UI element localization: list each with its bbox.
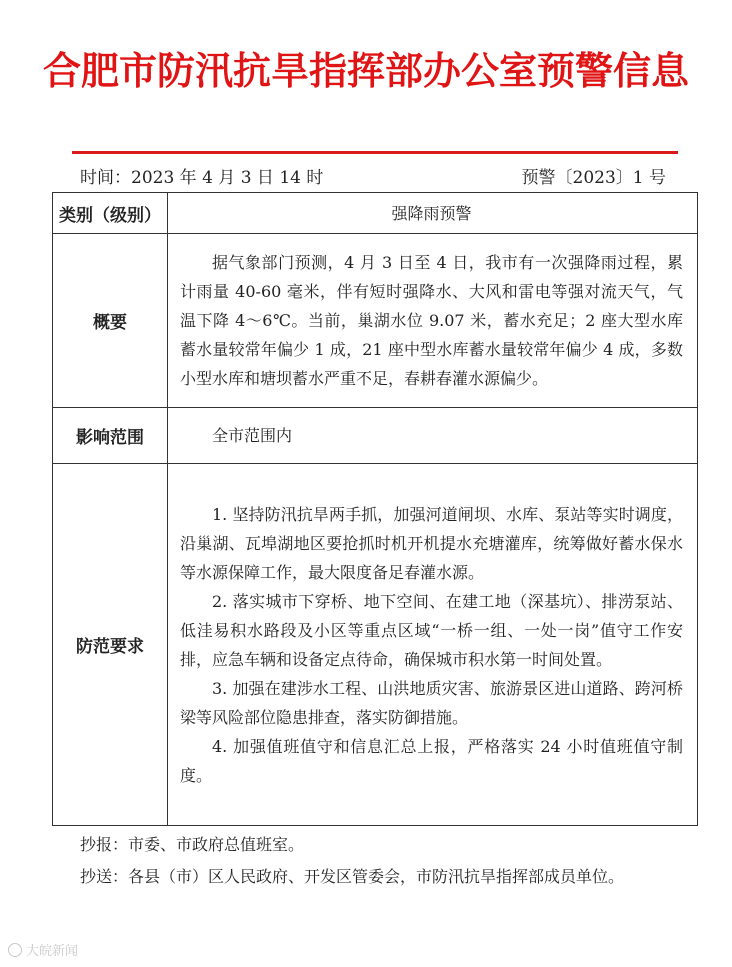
summary-label: 概要 bbox=[53, 234, 168, 408]
document-title: 合肥市防汛抗旱指挥部办公室预警信息 bbox=[42, 49, 689, 93]
watermark-text: 大皖新闻 bbox=[26, 944, 79, 959]
watermark-logo-icon bbox=[8, 943, 22, 957]
table-row-category bbox=[53, 193, 698, 234]
cc-report-line bbox=[80, 830, 304, 860]
summary-cell bbox=[168, 234, 698, 408]
watermark bbox=[8, 940, 78, 959]
category-label: 类别（级别） bbox=[53, 193, 168, 234]
requirements-cell bbox=[168, 464, 698, 826]
issue-time bbox=[80, 163, 323, 188]
warning-info-table bbox=[52, 192, 698, 826]
cc-send-value: 各县（市）区人民政府、开发区管委会，市防汛抗旱指挥部成员单位。 bbox=[128, 867, 625, 886]
time-label: 时间： bbox=[80, 168, 131, 188]
requirement-item-1: 1. 坚持防汛抗旱两手抓，加强河道闸坝、水库、泵站等实时调度，沿巢湖、瓦埠湖地区要抢抓时机开机提水充塘灌库，统筹做好蓄水保水等水源保障工作，最大限度备足春灌水源。 bbox=[180, 504, 683, 582]
document-number: 预警〔2023〕1 号 bbox=[521, 168, 666, 188]
scope-cell bbox=[168, 408, 698, 464]
cc-send-line bbox=[80, 862, 680, 892]
time-value: 2023 年 4 月 3 日 14 时 bbox=[131, 168, 324, 188]
table-row-summary bbox=[53, 234, 698, 408]
scope-value: 全市范围内 bbox=[212, 426, 293, 445]
cc-send-label: 抄送： bbox=[80, 867, 129, 886]
category-value: 强降雨预警 bbox=[168, 193, 698, 234]
requirement-item-4: 4. 加强值班值守和信息汇总上报，严格落实 24 小时值班值守制度。 bbox=[180, 736, 683, 785]
table-row-scope bbox=[53, 408, 698, 464]
scope-label: 影响范围 bbox=[53, 408, 168, 464]
requirement-item-2: 2. 落实城市下穿桥、地下空间、在建工地（深基坑）、排涝泵站、低洼易积水路段及小区等重点区域“一桥一组、一处一岗”值守工作安排，应急车辆和设备定点待命，确保城市积水第一时间处置。 bbox=[180, 591, 683, 669]
cc-report-label: 抄报： bbox=[80, 835, 129, 854]
cc-report-value: 市委、市政府总值班室。 bbox=[128, 835, 305, 854]
requirements-label: 防范要求 bbox=[53, 464, 168, 826]
summary-text: 据气象部门预测，4 月 3 日至 4 日，我市有一次强降雨过程，累计雨量 40-60 毫米，伴有短时强降水、大风和雷电等强对流天气，气温下降 4～6℃。当前，巢湖水位 9.07 米，蓄水充足；2 座大型水库蓄水量较常年偏少 1 成，21 座中型水库蓄水量较常年偏少 4 成，多数小型水库和塘坝蓄水严重不足，春耕春灌水源偏少。 bbox=[180, 253, 683, 388]
table-row-requirements bbox=[53, 464, 698, 826]
title-divider bbox=[72, 151, 678, 154]
requirement-item-3: 3. 加强在建涉水工程、山洪地质灾害、旅游景区进山道路、跨河桥梁等风险部位隐患排查，落实防御措施。 bbox=[180, 678, 683, 727]
